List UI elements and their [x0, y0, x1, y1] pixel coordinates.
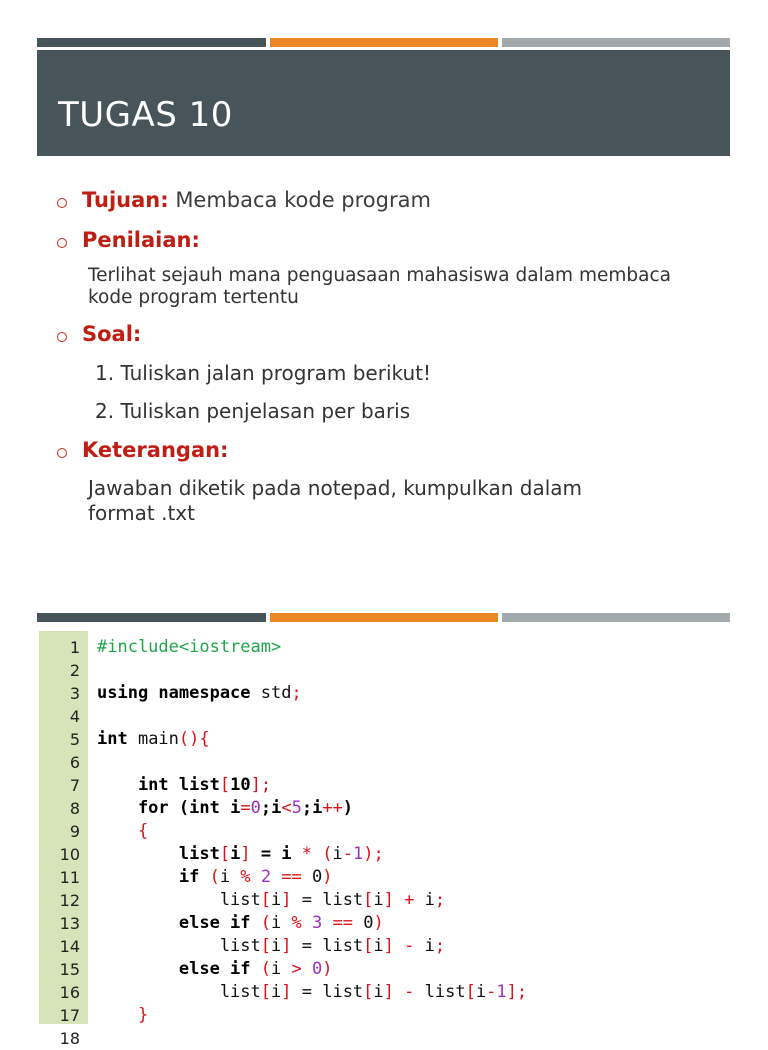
- code-token: [394, 982, 404, 1002]
- code-listing: [39, 631, 730, 1048]
- code-token: (: [199, 867, 220, 887]
- code-token: #include<iostream>: [97, 637, 282, 657]
- code-token: i: [271, 959, 292, 979]
- soal-item: 2. Tuliskan penjelasan per baris: [95, 399, 411, 423]
- top-bar-orange: [270, 38, 498, 47]
- code-token: 2: [260, 867, 272, 887]
- code-line: [39, 1027, 730, 1050]
- code-token: -: [404, 936, 415, 956]
- code-token: 10: [230, 775, 251, 795]
- line-number: 1: [69, 638, 80, 657]
- code-line: [39, 1004, 730, 1027]
- code-token: (int i: [168, 798, 241, 818]
- penilaian-text: [88, 265, 671, 309]
- code-token: ]: [281, 936, 292, 956]
- line-number: 10: [59, 845, 80, 864]
- tujuan-item: [82, 188, 431, 212]
- code-token: ]: [383, 936, 394, 956]
- top-bar-dark: [37, 38, 266, 47]
- code-token: 0: [250, 798, 261, 818]
- code-token: ;: [301, 798, 313, 818]
- code-token: 5: [291, 798, 302, 818]
- line-number: 11: [59, 868, 80, 887]
- bottom-bar-gray: [502, 613, 730, 622]
- code-token: = i: [250, 844, 302, 864]
- line-number: 14: [59, 937, 80, 956]
- code-token: else if: [97, 959, 251, 979]
- code-token: ];: [250, 775, 272, 795]
- code-text: [97, 935, 445, 958]
- code-token: 1: [353, 844, 364, 864]
- code-token: ++: [322, 798, 343, 818]
- code-text: [97, 981, 527, 1004]
- code-token: [394, 890, 404, 910]
- code-token: i: [332, 844, 343, 864]
- code-token: {: [97, 821, 149, 841]
- keterangan-text: [88, 476, 582, 526]
- code-text: [97, 889, 445, 912]
- code-line: [39, 912, 730, 935]
- code-token: %: [240, 867, 251, 887]
- code-token: if: [97, 867, 200, 887]
- line-number: 17: [59, 1006, 80, 1025]
- code-token: i: [373, 982, 384, 1002]
- code-text: [97, 866, 333, 889]
- code-text: [97, 843, 384, 866]
- code-token: i: [271, 982, 282, 1002]
- slide-title-bar: [37, 50, 730, 156]
- code-text: [97, 728, 210, 751]
- code-token: i: [414, 890, 435, 910]
- code-token: int: [97, 729, 128, 749]
- code-token: -: [404, 982, 415, 1002]
- code-text: [97, 958, 333, 981]
- code-token: i: [475, 982, 487, 1002]
- code-line: [39, 705, 730, 728]
- bullet-icon: [57, 238, 67, 248]
- code-token: int: [97, 775, 169, 795]
- code-token: list: [97, 844, 220, 864]
- code-token: >: [291, 959, 302, 979]
- line-number: 16: [59, 983, 80, 1002]
- code-token: for: [97, 798, 169, 818]
- code-token: [: [363, 982, 374, 1002]
- code-line: [39, 659, 730, 682]
- code-token: i: [219, 867, 241, 887]
- line-number: 8: [69, 799, 80, 818]
- code-line: [39, 636, 730, 659]
- line-number: 15: [59, 960, 80, 979]
- code-token: ]: [281, 982, 292, 1002]
- code-token: +: [404, 890, 415, 910]
- code-text: [97, 636, 281, 659]
- line-number: 12: [59, 891, 80, 910]
- code-token: [: [219, 775, 231, 795]
- code-line: [39, 682, 730, 705]
- line-number: 2: [69, 661, 80, 680]
- code-token: ;: [291, 683, 302, 703]
- line-number: 7: [69, 776, 80, 795]
- code-line: [39, 958, 730, 981]
- code-line: [39, 751, 730, 774]
- code-token: i: [373, 936, 384, 956]
- code-token: ==: [322, 913, 364, 933]
- code-token: i: [271, 798, 282, 818]
- code-line: [39, 728, 730, 751]
- code-token: ): [322, 867, 333, 887]
- line-number: 3: [69, 684, 80, 703]
- code-token: [: [219, 844, 231, 864]
- code-line: [39, 820, 730, 843]
- code-token: ==: [271, 867, 313, 887]
- code-text: [97, 820, 148, 843]
- code-token: ;: [260, 798, 272, 818]
- code-line: [39, 797, 730, 820]
- code-token: [394, 936, 404, 956]
- soal-item: 1. Tuliskan jalan program berikut!: [95, 361, 432, 385]
- code-token: ]: [383, 890, 394, 910]
- code-token: i: [271, 936, 282, 956]
- code-token: i: [230, 844, 241, 864]
- tujuan-label: Tujuan:: [82, 188, 169, 212]
- code-token: [: [260, 982, 272, 1002]
- code-token: [: [465, 982, 476, 1002]
- code-text: [97, 797, 353, 820]
- code-token: =: [240, 798, 251, 818]
- code-token: list: [414, 982, 466, 1002]
- line-number: 18: [59, 1029, 80, 1048]
- code-line: [39, 889, 730, 912]
- code-token: list: [97, 936, 261, 956]
- code-token: ): [342, 798, 354, 818]
- code-token: i: [312, 798, 323, 818]
- penilaian-line: Terlihat sejauh mana penguasaan mahasiswa dalam membaca: [88, 265, 671, 286]
- code-token: = list: [291, 890, 364, 910]
- code-token: main: [127, 729, 179, 749]
- code-token: = list: [291, 982, 364, 1002]
- code-token: ];: [506, 982, 528, 1002]
- code-token: ;: [434, 936, 446, 956]
- code-token: -: [342, 844, 354, 864]
- code-text: [97, 912, 384, 935]
- code-token: [: [363, 890, 374, 910]
- code-line: [39, 843, 730, 866]
- code-token: i: [271, 890, 282, 910]
- code-token: using namespace: [97, 683, 251, 703]
- code-text: [97, 682, 302, 705]
- bullet-icon: [57, 198, 67, 208]
- code-token: else if: [97, 913, 251, 933]
- code-token: 0: [312, 867, 323, 887]
- code-token: ]: [281, 890, 292, 910]
- tujuan-text: Membaca kode program: [168, 188, 431, 212]
- code-token: list: [168, 775, 220, 795]
- code-token: [312, 844, 322, 864]
- code-token: [: [363, 936, 374, 956]
- code-token: ): [322, 959, 333, 979]
- code-token: 1: [496, 982, 507, 1002]
- line-number: 4: [69, 707, 80, 726]
- code-token: 3: [312, 913, 323, 933]
- code-line: [39, 774, 730, 797]
- code-token: [: [260, 936, 272, 956]
- code-token: [251, 867, 261, 887]
- code-token: (: [250, 913, 272, 933]
- code-token: i: [271, 913, 292, 933]
- code-token: -: [486, 982, 497, 1002]
- bottom-bar-orange: [270, 613, 498, 622]
- code-token: i: [373, 890, 384, 910]
- code-token: }: [97, 1005, 149, 1025]
- code-token: ): [373, 913, 384, 933]
- code-token: = list: [291, 936, 364, 956]
- code-token: 0: [363, 913, 374, 933]
- code-line: [39, 866, 730, 889]
- top-bar-gray: [502, 38, 730, 47]
- line-number: 13: [59, 914, 80, 933]
- code-text: [97, 774, 271, 797]
- code-token: );: [363, 844, 384, 864]
- code-text: [97, 1004, 148, 1027]
- code-token: [302, 913, 312, 933]
- code-token: (: [250, 959, 272, 979]
- code-token: i: [414, 936, 435, 956]
- keterangan-line: format .txt: [88, 501, 195, 525]
- code-token: [: [260, 890, 272, 910]
- bullet-icon: [57, 448, 67, 458]
- code-token: ]: [240, 844, 251, 864]
- code-token: %: [291, 913, 302, 933]
- code-token: 0: [312, 959, 323, 979]
- code-line: [39, 935, 730, 958]
- penilaian-label: Penilaian:: [82, 228, 200, 252]
- bottom-bar-dark: [37, 613, 266, 622]
- code-token: list: [97, 890, 261, 910]
- line-number: 9: [69, 822, 80, 841]
- code-token: ]: [383, 982, 394, 1002]
- code-token: ;: [434, 890, 446, 910]
- code-token: [302, 959, 312, 979]
- bullet-icon: [57, 332, 67, 342]
- line-number: 5: [69, 730, 80, 749]
- code-token: <: [281, 798, 292, 818]
- penilaian-line: kode program tertentu: [88, 287, 299, 308]
- soal-label: Soal:: [82, 322, 142, 346]
- code-token: (: [322, 844, 333, 864]
- code-line: [39, 981, 730, 1004]
- keterangan-label: Keterangan:: [82, 438, 229, 462]
- code-token: (){: [178, 729, 210, 749]
- line-number: 6: [69, 753, 80, 772]
- keterangan-line: Jawaban diketik pada notepad, kumpulkan dalam: [88, 476, 583, 500]
- code-token: std: [250, 683, 292, 703]
- code-token: *: [301, 844, 313, 864]
- slide-title: TUGAS 10: [58, 95, 233, 135]
- code-token: list: [97, 982, 261, 1002]
